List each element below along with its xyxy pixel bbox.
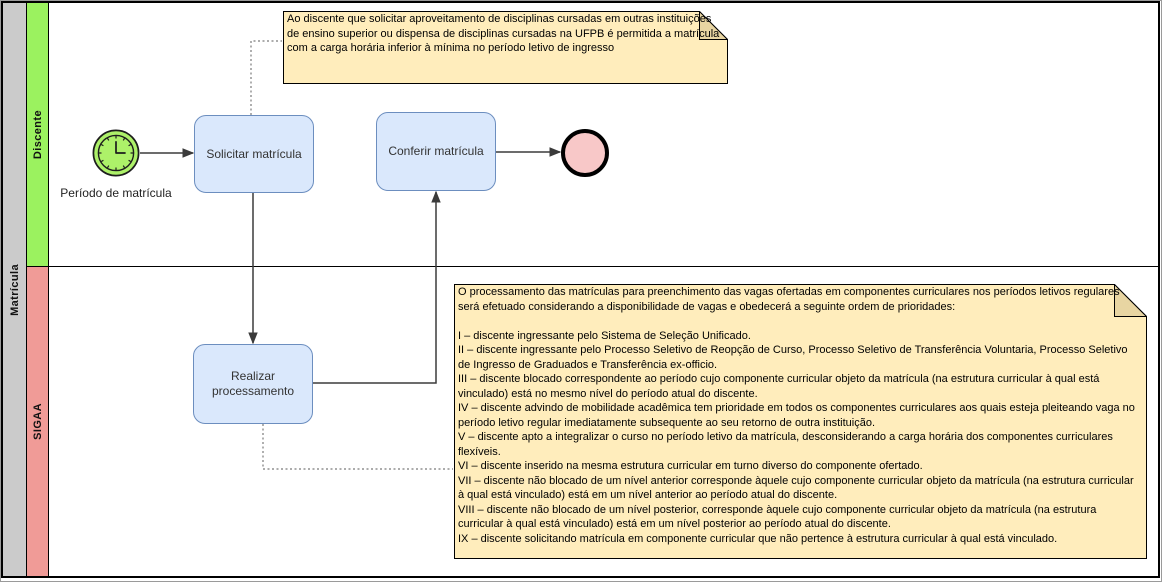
annotation-note-top[interactable] [283, 11, 728, 84]
priority-item-4: IV – discente advindo de mobilidade acadêmica tem prioridade em todos os componentes curriculares aos quais esteja pleiteando vaga no período letivo regular imediatamente subsequente ao seu retorno de outra instituição. [458, 402, 1135, 429]
lane-header-discente [27, 3, 49, 267]
priority-item-5: V – discente apto a integralizar o curso no período letivo da matrícula, desconsiderando a carga horária dos componentes curriculares flexíveis. [458, 431, 1113, 458]
pool-header [3, 3, 27, 576]
timer-start-event[interactable] [92, 129, 140, 177]
lane-label-discente: Discente [31, 110, 44, 160]
lane-header-sigaa [27, 267, 49, 576]
note-bottom-intro: O processamento das matrículas para preenchimento das vagas ofertadas em componentes curriculares nos períodos letivos regulares será efetuado considerando a disponibilidade de vagas e obedecerá a seguinte ordem de prioridades: [458, 286, 1120, 313]
task-solicitar-matricula[interactable] [194, 115, 314, 193]
lane-label-sigaa: SIGAA [31, 403, 44, 440]
task-label: Realizar processamento [211, 369, 295, 398]
priority-item-8: VIII – discente não blocado de um nível posterior, corresponde àquele cujo componente curricular objeto da matrícula (na estrutura curricular à qual está vinculado) está em um nível posterior ao período atual do discente. [458, 503, 1097, 530]
task-label: Solicitar matrícula [206, 146, 302, 161]
task-conferir-matricula[interactable] [376, 112, 496, 191]
note-bottom-text [458, 285, 1139, 558]
annotation-note-bottom[interactable] [454, 284, 1147, 559]
lane-divider [27, 266, 1158, 267]
start-event-label: Período de matrícula [60, 186, 172, 200]
priority-item-7: VII – discente não blocado de um nível anterior corresponde àquele cujo componente curricular objeto da matrícula (na estrutura curricular à qual está vinculado) está em um nível anterior ao período atual do discente. [458, 474, 1134, 501]
priority-item-1: I – discente ingressante pelo Sistema de Seleção Unificado. [458, 329, 751, 342]
task-label: Conferir matrícula [388, 144, 484, 158]
priority-item-6: VI – discente inserido na mesma estrutura curricular em turno diverso do componente ofertado. [458, 460, 923, 472]
timer-clock-icon [92, 129, 140, 177]
pool-label: Matrícula [8, 263, 21, 316]
priority-item-9: IX – discente solicitando matrícula em componente curricular que não pertence à estrutura curricular à qual está vinculado. [458, 532, 1058, 545]
task-realizar-processamento[interactable] [193, 344, 313, 424]
note-top-text: Ao discente que solicitar aproveitamento de disciplinas cursadas em outras instituições de ensino superior ou dispensa de disciplinas cursadas na UFPB é permitida a matrícula com a carga horária inferior à mínima no período letivo de ingresso [287, 13, 720, 54]
note-bottom-gap [458, 314, 1139, 329]
end-event[interactable] [561, 129, 609, 177]
priority-item-2: II – discente ingressante pelo Processo Seletivo de Reopção de Curso, Processo Seletivo de Transferência Voluntaria, Processo Seletivo de Ingresso de Graduados e Transferência ex-officio. [458, 344, 1128, 371]
priority-item-3: III – discente blocado correspondente ao período cujo componente curricular objeto da matrícula (na estrutura curricular à qual está vinculado) está no mesmo nível do período atual do discente. [458, 373, 1100, 400]
